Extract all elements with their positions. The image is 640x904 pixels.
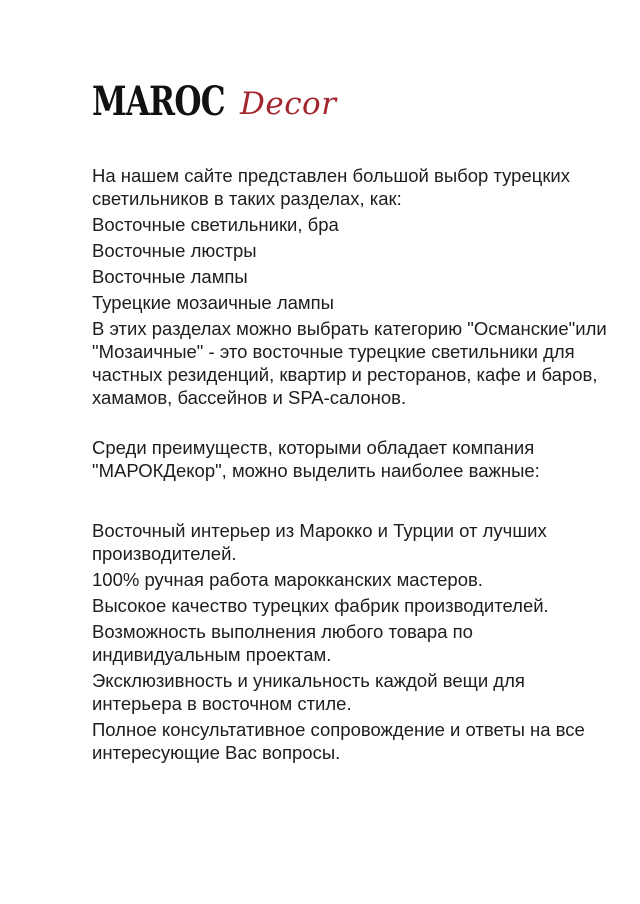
advantage-item: Высокое качество турецких фабрик производителей. — [92, 595, 549, 616]
advantage-item: Восточный интерьер из Марокко и Турции от лучших производителей. — [92, 520, 547, 564]
advantages-heading: Среди преимуществ, которыми обладает компания "МАРОКДекор", можно выделить наиболее важные: — [92, 437, 540, 481]
intro-paragraph: На нашем сайте представлен большой выбор турецких светильников в таких разделах, как: — [92, 165, 571, 209]
spacer — [92, 412, 612, 436]
categories-paragraph: В этих разделах можно выбрать категорию "Османские"или "Мозаичные" - это восточные турецкие светильники для частных резиденций, квартир и ресторанов, кафе и баров, хамамов, бассейнов и SPA-салонов. — [92, 318, 607, 408]
section-item: Турецкие мозаичные лампы — [92, 292, 334, 313]
brand-logo — [92, 76, 352, 132]
advantage-item: 100% ручная работа марокканских мастеров. — [92, 569, 483, 590]
spacer — [92, 485, 612, 519]
section-item: Восточные люстры — [92, 240, 257, 261]
logo-wordmark: MAROC — [92, 78, 225, 125]
advantage-item: Полное консультативное сопровождение и ответы на все интересующие Вас вопросы. — [92, 719, 585, 763]
document-body — [92, 164, 612, 767]
section-item: Восточные светильники, бра — [92, 214, 339, 235]
advantage-item: Эксклюзивность и уникальность каждой вещи для интерьера в восточном стиле. — [92, 670, 525, 714]
section-item: Восточные лампы — [92, 266, 248, 287]
logo-script: Decor — [240, 86, 337, 122]
advantage-item: Возможность выполнения любого товара по индивидуальным проектам. — [92, 621, 473, 665]
